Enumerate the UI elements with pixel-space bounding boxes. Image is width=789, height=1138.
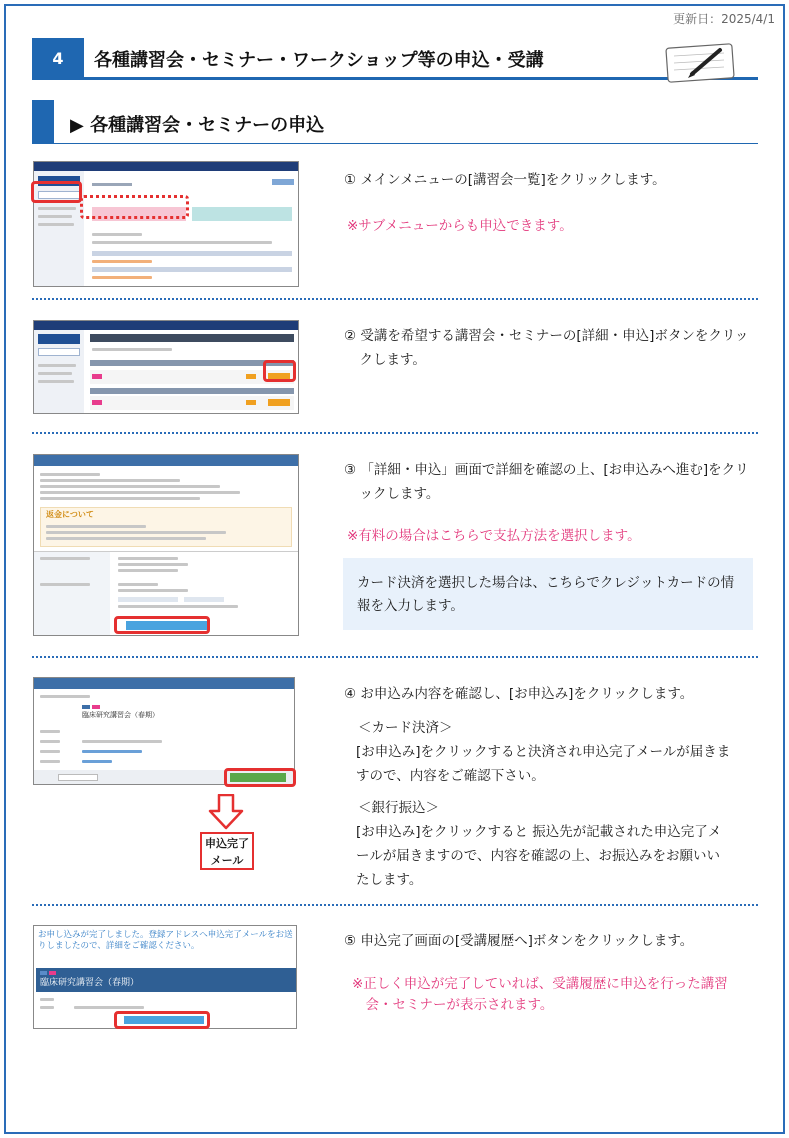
completion-mail-label: 申込完了メール	[200, 832, 254, 870]
separator	[32, 298, 758, 300]
section-title: ▶ 各種講習会・セミナーの申込	[70, 115, 325, 136]
step-3-text: ③ 「詳細・申込」画面で詳細を確認の上、[お申込みへ進む]をクリックします。	[344, 462, 749, 502]
separator	[32, 656, 758, 658]
separator	[32, 904, 758, 906]
card-text: [お申込み]をクリックすると決済され申込完了メールが届きますので、内容をご確認下さい。	[356, 744, 731, 784]
down-arrow-icon	[208, 794, 244, 830]
chapter-header	[32, 38, 758, 80]
complete-course-title: 臨床研究講習会（春期）	[40, 978, 140, 988]
bank-heading: ＜銀行振込＞	[358, 800, 439, 816]
updated-date: 更新日：2025/4/1	[673, 12, 775, 26]
bank-text: [お申込み]をクリックすると 振込先が記載された申込完了メールが届きますので、内容を確認の上、お振込みをお願いいたします。	[356, 824, 722, 888]
screenshot-detail-apply	[33, 454, 299, 636]
refund-heading: 返金について	[46, 510, 94, 519]
highlight-history-button	[114, 1011, 210, 1029]
step-5-text: ⑤ 申込完了画面の[受講履歴へ]ボタンをクリックします。	[344, 933, 694, 949]
step-1-text: ① メインメニューの[講習会一覧]をクリックします。	[344, 172, 666, 188]
step-3-note: ※有料の場合はこちらで支払方法を選択します。	[347, 528, 641, 544]
highlight-detail-apply-button	[263, 360, 296, 382]
chapter-number: 4	[32, 38, 84, 78]
confirm-course-title: 臨床研究講習会（春期）	[82, 711, 159, 719]
card-heading: ＜カード決済＞	[358, 720, 453, 736]
screenshot-main-menu	[33, 161, 299, 287]
separator	[32, 432, 758, 434]
screenshot-course-list	[33, 320, 299, 414]
step-5-note: ※正しく申込が完了していれば、受講履歴に申込を行った講習会・セミナーが表示されます。	[352, 976, 728, 1013]
highlight-apply-button	[224, 768, 296, 787]
chapter-title: 各種講習会・セミナー・ワークショップ等の申込・受講	[94, 50, 544, 71]
highlight-course-list-menu	[31, 181, 82, 203]
section-header	[32, 100, 758, 144]
highlight-submenu	[80, 195, 189, 219]
card-info-box: カード決済を選択した場合は、こちらでクレジットカードの情報を入力します。	[343, 558, 753, 630]
step-2-text: ② 受講を希望する講習会・セミナーの[詳細・申込]ボタンをクリックします。	[344, 328, 749, 368]
complete-message: お申し込みが完了しました。登録アドレスへ申込完了メールをお送りしましたので、詳細をご確認ください。	[38, 930, 293, 951]
step-4-text: ④ お申込み内容を確認し、[お申込み]をクリックします。	[344, 686, 694, 702]
notebook-pen-icon	[664, 40, 736, 84]
highlight-proceed-button	[114, 616, 210, 634]
step-1-note: ※サブメニューからも申込できます。	[347, 218, 573, 234]
